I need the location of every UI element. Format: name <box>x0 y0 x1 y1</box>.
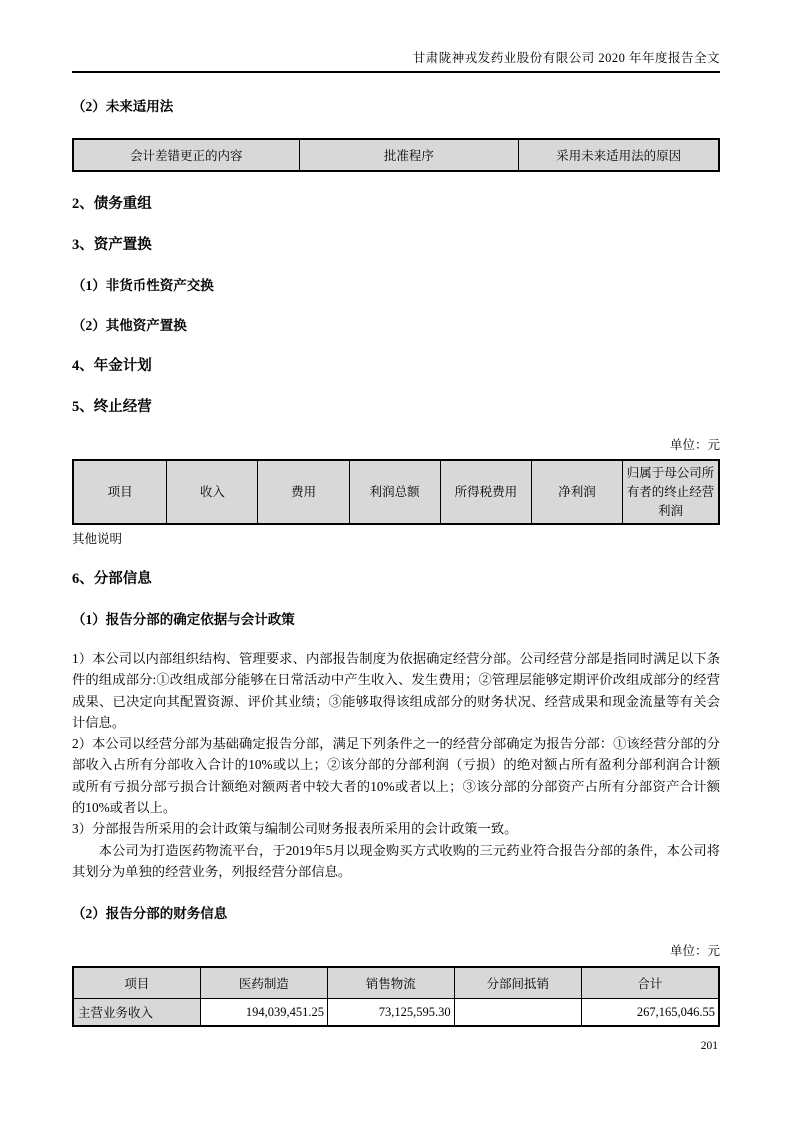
heading-future-method: （2）未来适用法 <box>72 99 174 114</box>
segment-policy-paragraphs <box>72 648 720 882</box>
col-parent-discontinued-profit: 归属于母公司所有者的终止经营利润 <box>623 460 719 524</box>
col-net-profit: 净利润 <box>531 460 622 524</box>
heading-annuity-plan: 4、年金计划 <box>72 358 152 374</box>
paragraph-sanyuan-acquisition: 本公司为打造医药物流平台，于2019年5月以现金购买方式收购的三元药业符合报告分部的条件，本公司将其划分为单独的经营业务，列报经营分部信息。 <box>72 842 720 879</box>
heading-discontinued-operations: 5、终止经营 <box>72 399 152 415</box>
row-label-main-revenue: 主营业务收入 <box>73 998 200 1026</box>
col-item: 项目 <box>73 967 200 998</box>
heading-asset-swap: 3、资产置换 <box>72 237 152 253</box>
cell-total-revenue: 267,165,046.55 <box>581 998 719 1026</box>
col-expense: 费用 <box>258 460 349 524</box>
col-sales-logistics: 销售物流 <box>328 967 455 998</box>
paragraph-accounting-policy-consistency: 3）分部报告所采用的会计政策与编制公司财务报表所采用的会计政策一致。 <box>72 821 518 837</box>
unit-label-segment: 单位：元 <box>669 944 720 959</box>
discontinued-operations-table <box>72 459 720 525</box>
table-row <box>73 998 719 1026</box>
page-header-title: 甘肃陇神戎发药业股份有限公司 2020 年年度报告全文 <box>412 51 720 65</box>
segment-financials-table <box>72 966 720 1027</box>
heading-segment-info: 6、分部信息 <box>72 571 152 587</box>
unit-label-discontinued: 单位：元 <box>669 438 720 452</box>
cell-elimination-revenue <box>454 998 581 1026</box>
heading-segment-basis: （1）报告分部的确定依据与会计政策 <box>72 612 295 627</box>
heading-other-asset-swap: （2）其他资产置换 <box>72 318 187 333</box>
paragraph-segment-definition: 1）本公司以内部组织结构、管理要求、内部报告制度为依据确定经营分部。公司经营分部是指同时满足以下条件的组成部分:①改组成部分能够在日常活动中产生收入、发生费用；②管理层能够定期评价改组成部分的经营成果、已决定向其配置资源、评价其业绩；③能够取得该组成部分的财务状况、经营成果和现金流量等有关会计信息。 <box>72 651 720 730</box>
heading-debt-restructuring: 2、债务重组 <box>72 196 152 212</box>
col-income-tax: 所得税费用 <box>440 460 531 524</box>
table-header-row <box>73 967 719 998</box>
col-total-profit: 利润总额 <box>349 460 440 524</box>
col-correction-content: 会计差错更正的内容 <box>73 139 299 171</box>
heading-nonmonetary-exchange: （1）非货币性资产交换 <box>72 278 214 293</box>
table-header-row <box>73 460 719 524</box>
other-notes-label: 其他说明 <box>72 532 123 546</box>
paragraph-reporting-segment-criteria: 2）本公司以经营分部为基础确定报告分部，满足下列条件之一的经营分部确定为报告分部：①该经营分部的分部收入占所有分部收入合计的10%或以上；②该分部的分部利润（亏损）的绝对额占所有盈利分部利润合计额或所有亏损分部亏损合计额绝对额两者中较大者的10%或者以上；③该分部的分部资产占所有分部资产合计额的10%或者以上。 <box>72 736 720 816</box>
col-item: 项目 <box>73 460 167 524</box>
col-pharma-manufacturing: 医药制造 <box>200 967 327 998</box>
heading-segment-financials: （2）报告分部的财务信息 <box>72 906 228 922</box>
col-approval-procedure: 批准程序 <box>299 139 519 171</box>
col-future-method-reason: 采用未来适用法的原因 <box>519 139 719 171</box>
cell-logistics-revenue: 73,125,595.30 <box>328 998 455 1026</box>
col-revenue: 收入 <box>167 460 258 524</box>
header-divider <box>72 71 720 73</box>
col-intersegment-elimination: 分部间抵销 <box>454 967 581 998</box>
cell-pharma-revenue: 194,039,451.25 <box>200 998 327 1026</box>
col-total: 合计 <box>581 967 719 998</box>
table-header-row <box>73 139 719 171</box>
page-number: 201 <box>700 1040 718 1052</box>
future-method-table <box>72 138 720 172</box>
